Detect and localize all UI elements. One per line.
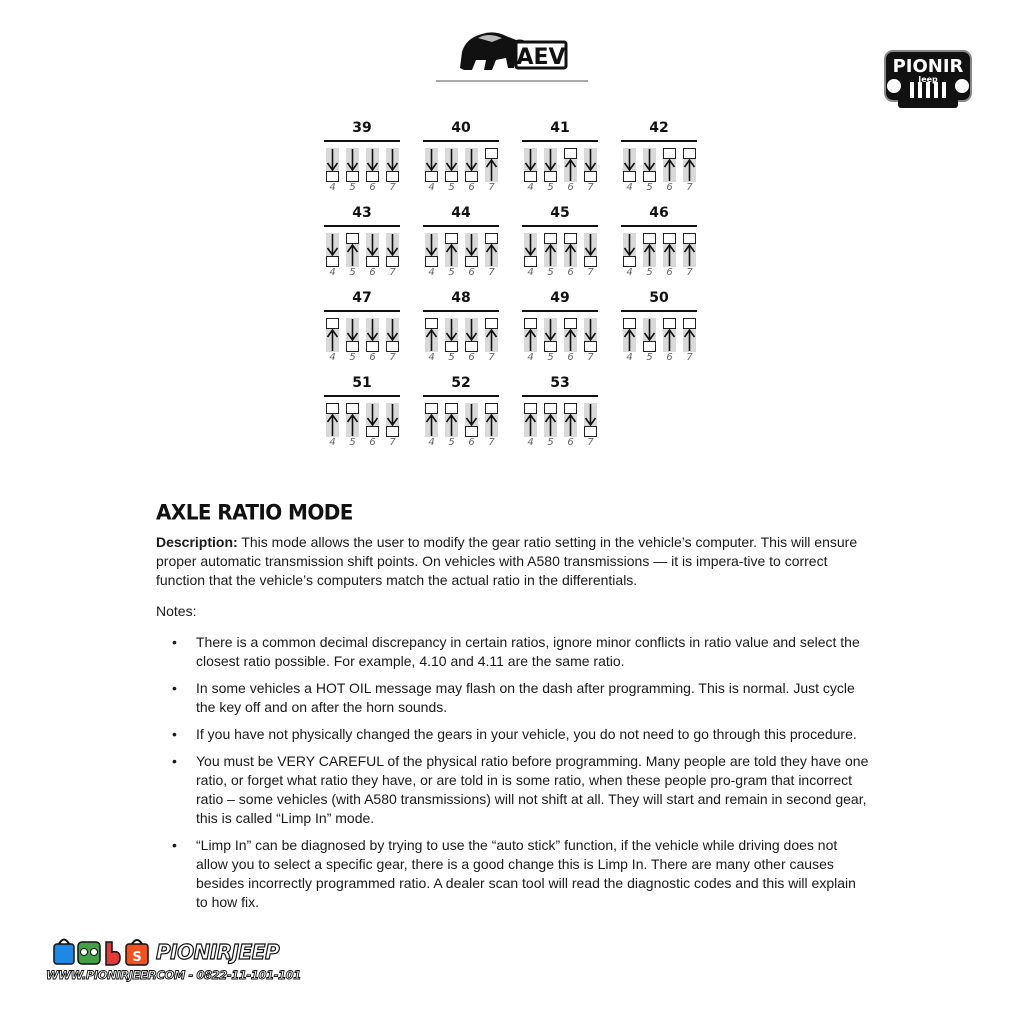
setting-underline [522,395,598,397]
svg-text:S: S [132,950,142,965]
note-item [156,752,870,828]
switch-4-up [522,403,539,437]
switch-6-up [562,233,579,267]
switch-setting-50 [621,288,699,368]
switch-7-down [384,233,401,267]
switch-number-label: 7 [587,267,594,278]
switch-6-up [661,233,678,267]
switch-7-up [681,318,698,352]
aev-logo-mark [432,24,592,84]
note-text: There is a common decimal discrepancy in certain ratios, ignore minor conflicts in ratio value and select the closest ratio possible. For example, 4.10 and 4.11 are the same ratio. [196,634,860,669]
axle-ratio-section [156,500,870,920]
setting-number: 53 [550,375,570,391]
switch-5-up [641,233,658,267]
switch-5-down [443,148,460,182]
switch-number-label: 5 [349,267,356,278]
switch-number-label: 6 [468,267,475,278]
switch-number-label: 5 [646,267,653,278]
switch-number-label: 4 [527,352,534,363]
section-title: AXLE RATIO MODE [156,499,353,525]
switch-number-label: 5 [547,182,554,193]
switch-number-label: 7 [488,267,495,278]
switch-6-down [364,403,381,437]
setting-number: 48 [451,290,471,306]
switch-setting-40 [423,118,501,198]
note-text: In some vehicles a HOT OIL message may flash on the dash after programming. This is normal. Just cycle the key off and on after the horn sounds. [196,680,855,715]
switch-6-up [661,148,678,182]
switch-number-label: 7 [587,352,594,363]
pionir-jeep-logo [882,48,974,112]
aev-logo-text: AEV [516,45,566,70]
setting-number: 44 [451,205,471,221]
switch-6-down [463,148,480,182]
setting-number: 51 [352,375,372,391]
switch-number-label: 5 [349,182,356,193]
switch-number-label: 5 [349,437,356,448]
switch-number-label: 6 [567,352,574,363]
setting-underline [621,310,697,312]
switch-7-up [483,148,500,182]
bullet: • [172,680,177,696]
switch-number-label: 4 [428,182,435,193]
switch-7-down [582,148,599,182]
switch-5-down [443,318,460,352]
switch-number-label: 6 [567,182,574,193]
switch-6-down [364,318,381,352]
note-item [156,633,870,671]
switch-7-down [384,318,401,352]
switch-number-label: 5 [448,182,455,193]
switch-setting-46 [621,203,699,283]
switch-5-up [542,403,559,437]
setting-underline [423,140,499,142]
switch-7-up [483,318,500,352]
switch-number-label: 5 [448,267,455,278]
switch-setting-49 [522,288,600,368]
switch-6-up [562,148,579,182]
switch-number-label: 7 [389,182,396,193]
switch-number-label: 7 [389,267,396,278]
switch-number-label: 6 [369,267,376,278]
switch-6-up [562,318,579,352]
switch-number-label: 6 [369,352,376,363]
switch-4-up [621,318,638,352]
note-text: You must be VERY CAREFUL of the physical ratio before programming. Many people are told they have one ratio, or forget what ratio they have, or are told in is some ratio, when these people pro-gram that incorrect ratio – some vehicles (with A580 transmissions) will not shift at all. They will start and remain in second gear, this is called “Limp In” mode. [196,753,869,826]
switch-5-down [542,148,559,182]
switch-5-down [641,148,658,182]
switch-setting-48 [423,288,501,368]
setting-underline [423,395,499,397]
setting-underline [423,225,499,227]
description-text: This mode allows the user to modify the gear ratio setting in the vehicle’s computer. This will ensure proper automatic transmission shift points. On vehicles with A580 transmissions — it is impera-tive to correct function that the vehicle’s computers match the actual ratio in the differentials. [156,534,858,588]
switch-7-up [681,233,698,267]
switch-number-label: 7 [686,352,693,363]
pionir-logo-title: PIONIR [892,56,964,77]
footer-brand [46,934,301,992]
switch-number-label: 4 [329,267,336,278]
switch-setting-51 [324,373,402,453]
switch-7-down [582,233,599,267]
switch-4-up [423,403,440,437]
switch-number-label: 5 [646,352,653,363]
switch-5-down [542,318,559,352]
switch-7-up [681,148,698,182]
switch-4-up [423,318,440,352]
note-item [156,679,870,717]
switch-number-label: 4 [428,352,435,363]
note-item [156,725,870,744]
switch-6-down [364,233,381,267]
switch-number-label: 4 [329,352,336,363]
shopee-icon [126,940,148,965]
switch-7-down [384,403,401,437]
switch-number-label: 6 [369,437,376,448]
switch-6-down [364,148,381,182]
switch-number-label: 4 [329,182,336,193]
setting-number: 46 [649,205,669,221]
aev-logo [432,24,592,84]
switch-6-down [463,403,480,437]
switch-settings-grid [324,118,724,458]
switch-number-label: 7 [686,267,693,278]
switch-number-label: 5 [547,437,554,448]
setting-number: 50 [649,290,669,306]
switch-number-label: 5 [448,437,455,448]
setting-number: 42 [649,120,669,136]
switch-number-label: 6 [468,182,475,193]
setting-underline [324,310,400,312]
switch-number-label: 4 [527,182,534,193]
switch-setting-53 [522,373,600,453]
pionir-logo-mark [882,48,974,112]
setting-number: 49 [550,290,570,306]
switch-number-label: 7 [488,437,495,448]
switch-5-down [344,148,361,182]
switch-7-up [483,233,500,267]
switch-5-up [443,403,460,437]
switch-number-label: 4 [527,267,534,278]
switch-number-label: 7 [587,437,594,448]
switch-setting-41 [522,118,600,198]
switch-4-up [522,318,539,352]
switch-number-label: 7 [389,352,396,363]
setting-number: 39 [352,120,372,136]
setting-underline [324,140,400,142]
switch-6-up [661,318,678,352]
switch-5-up [542,233,559,267]
switch-4-down [324,233,341,267]
switch-number-label: 5 [547,267,554,278]
description-paragraph [156,533,870,590]
switch-setting-45 [522,203,600,283]
switch-7-down [582,403,599,437]
switch-number-label: 6 [666,352,673,363]
switch-6-down [463,233,480,267]
switch-4-down [522,233,539,267]
note-text: If you have not physically changed the gears in your vehicle, you do not need to go through this procedure. [196,726,857,742]
switch-4-down [423,148,440,182]
switch-7-down [582,318,599,352]
switch-number-label: 5 [349,352,356,363]
setting-number: 45 [550,205,570,221]
switch-4-down [621,148,638,182]
switch-4-down [522,148,539,182]
switch-number-label: 4 [626,267,633,278]
shopping-bag-icon [54,940,74,965]
tokopedia-icon [78,942,100,964]
switch-number-label: 6 [468,437,475,448]
switch-number-label: 6 [666,267,673,278]
switch-5-up [443,233,460,267]
switch-number-label: 7 [389,437,396,448]
switch-7-up [483,403,500,437]
switch-number-label: 4 [428,437,435,448]
setting-underline [522,310,598,312]
switch-number-label: 6 [468,352,475,363]
description-label: Description: [156,534,238,550]
switch-6-up [562,403,579,437]
switch-number-label: 5 [448,352,455,363]
setting-number: 52 [451,375,471,391]
note-item [156,836,870,912]
switch-setting-39 [324,118,402,198]
switch-number-label: 6 [567,437,574,448]
switch-number-label: 7 [686,182,693,193]
switch-5-up [344,403,361,437]
switch-5-down [344,318,361,352]
switch-number-label: 7 [488,182,495,193]
switch-number-label: 7 [488,352,495,363]
switch-number-label: 4 [527,437,534,448]
bukalapak-icon [106,942,120,965]
switch-number-label: 5 [547,352,554,363]
switch-number-label: 5 [646,182,653,193]
switch-5-down [641,318,658,352]
bullet: • [172,837,177,853]
switch-4-down [324,148,341,182]
switch-setting-44 [423,203,501,283]
switch-4-up [324,403,341,437]
setting-number: 41 [550,120,570,136]
bullet: • [172,753,177,769]
switch-setting-47 [324,288,402,368]
switch-5-up [344,233,361,267]
setting-underline [423,310,499,312]
switch-setting-42 [621,118,699,198]
switch-4-down [423,233,440,267]
switch-4-down [621,233,638,267]
switch-6-down [463,318,480,352]
footer-brand-name: PIONIRJEEP [156,940,280,964]
switch-number-label: 6 [666,182,673,193]
setting-underline [522,140,598,142]
switch-number-label: 4 [626,352,633,363]
switch-4-up [324,318,341,352]
switch-7-down [384,148,401,182]
switch-setting-52 [423,373,501,453]
note-text: “Limp In” can be diagnosed by trying to use the “auto stick” function, if the vehicle while driving does not allow you to select a specific gear, there is a good change this is Limp In. There are many other causes besides incorrectly programmed ratio. A dealer scan tool will read the diagnostic codes and this will explain to how fix. [196,837,856,910]
switch-number-label: 4 [329,437,336,448]
switch-number-label: 4 [626,182,633,193]
bullet: • [172,634,177,650]
notes-label: Notes: [156,603,197,619]
bullet: • [172,726,177,742]
setting-underline [621,140,697,142]
setting-underline [324,395,400,397]
notes-list [156,633,870,912]
switch-number-label: 6 [369,182,376,193]
pionir-logo-subtitle: Jeep [918,75,938,84]
setting-underline [522,225,598,227]
switch-number-label: 6 [567,267,574,278]
switch-setting-43 [324,203,402,283]
setting-number: 40 [451,120,471,136]
setting-underline [324,225,400,227]
setting-underline [621,225,697,227]
marketplace-icons [52,934,162,968]
switch-number-label: 7 [587,182,594,193]
switch-number-label: 4 [428,267,435,278]
footer-contact: WWW.PIONIRJEEP.COM - 0822-11-101-101 [46,968,301,982]
setting-number: 47 [352,290,372,306]
setting-number: 43 [352,205,372,221]
